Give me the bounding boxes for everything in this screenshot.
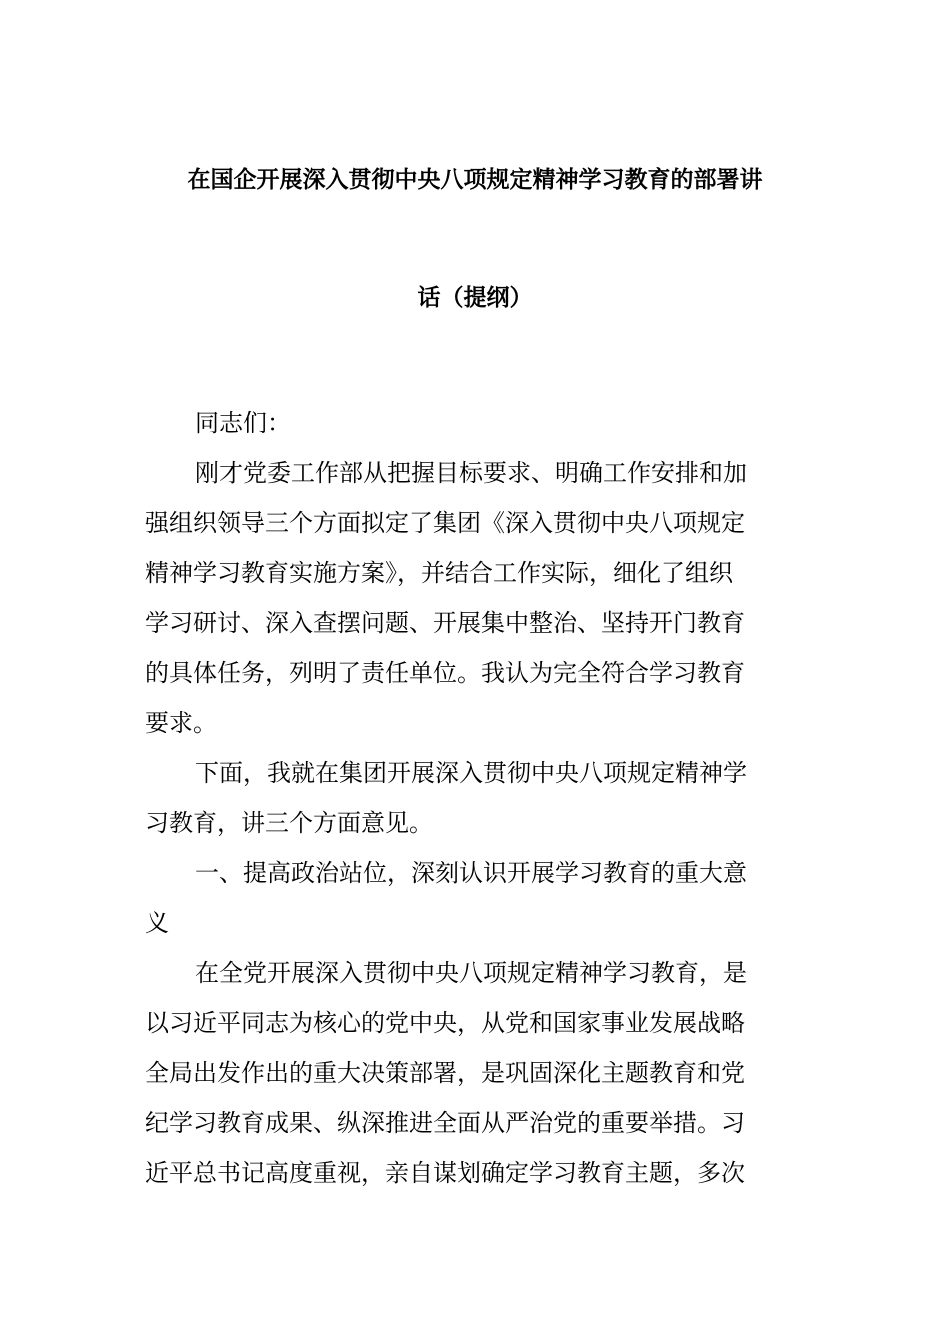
section-heading-1-line: 义: [145, 909, 169, 937]
section-heading-1-line: 一、提高政治站位，深刻认识开展学习教育的重大意: [195, 859, 747, 887]
paragraph-3-line: 纪学习教育成果、纵深推进全面从严治党的重要举措。习: [145, 1109, 745, 1137]
document-title-line-1: 在国企开展深入贯彻中央八项规定精神学习教育的部署讲: [187, 167, 763, 193]
paragraph-1-line: 的具体任务，列明了责任单位。我认为完全符合学习教育: [145, 659, 745, 687]
paragraph-3-line: 全局出发作出的重大决策部署，是巩固深化主题教育和党: [145, 1059, 745, 1087]
paragraph-1-line: 强组织领导三个方面拟定了集团《深入贯彻中央八项规定: [145, 509, 745, 537]
paragraph-3-line: 在全党开展深入贯彻中央八项规定精神学习教育，是: [195, 959, 747, 987]
paragraph-1-line: 刚才党委工作部从把握目标要求、明确工作安排和加: [195, 459, 747, 487]
paragraph-3-line: 以习近平同志为核心的党中央，从党和国家事业发展战略: [145, 1009, 745, 1037]
paragraph-2-line: 习教育，讲三个方面意见。: [145, 809, 433, 837]
paragraph-3-line: 近平总书记高度重视，亲自谋划确定学习教育主题，多次: [145, 1159, 745, 1187]
paragraph-1-line: 要求。: [145, 709, 217, 737]
document-title-line-2: 话（提纲）: [417, 285, 533, 311]
salutation: 同志们：: [195, 409, 291, 437]
paragraph-1-line: 学习研讨、深入查摆问题、开展集中整治、坚持开门教育: [145, 609, 745, 637]
paragraph-1-line: 精神学习教育实施方案》，并结合工作实际，细化了组织: [145, 559, 733, 587]
paragraph-2-line: 下面，我就在集团开展深入贯彻中央八项规定精神学: [195, 759, 747, 787]
document-body: [145, 398, 815, 1198]
